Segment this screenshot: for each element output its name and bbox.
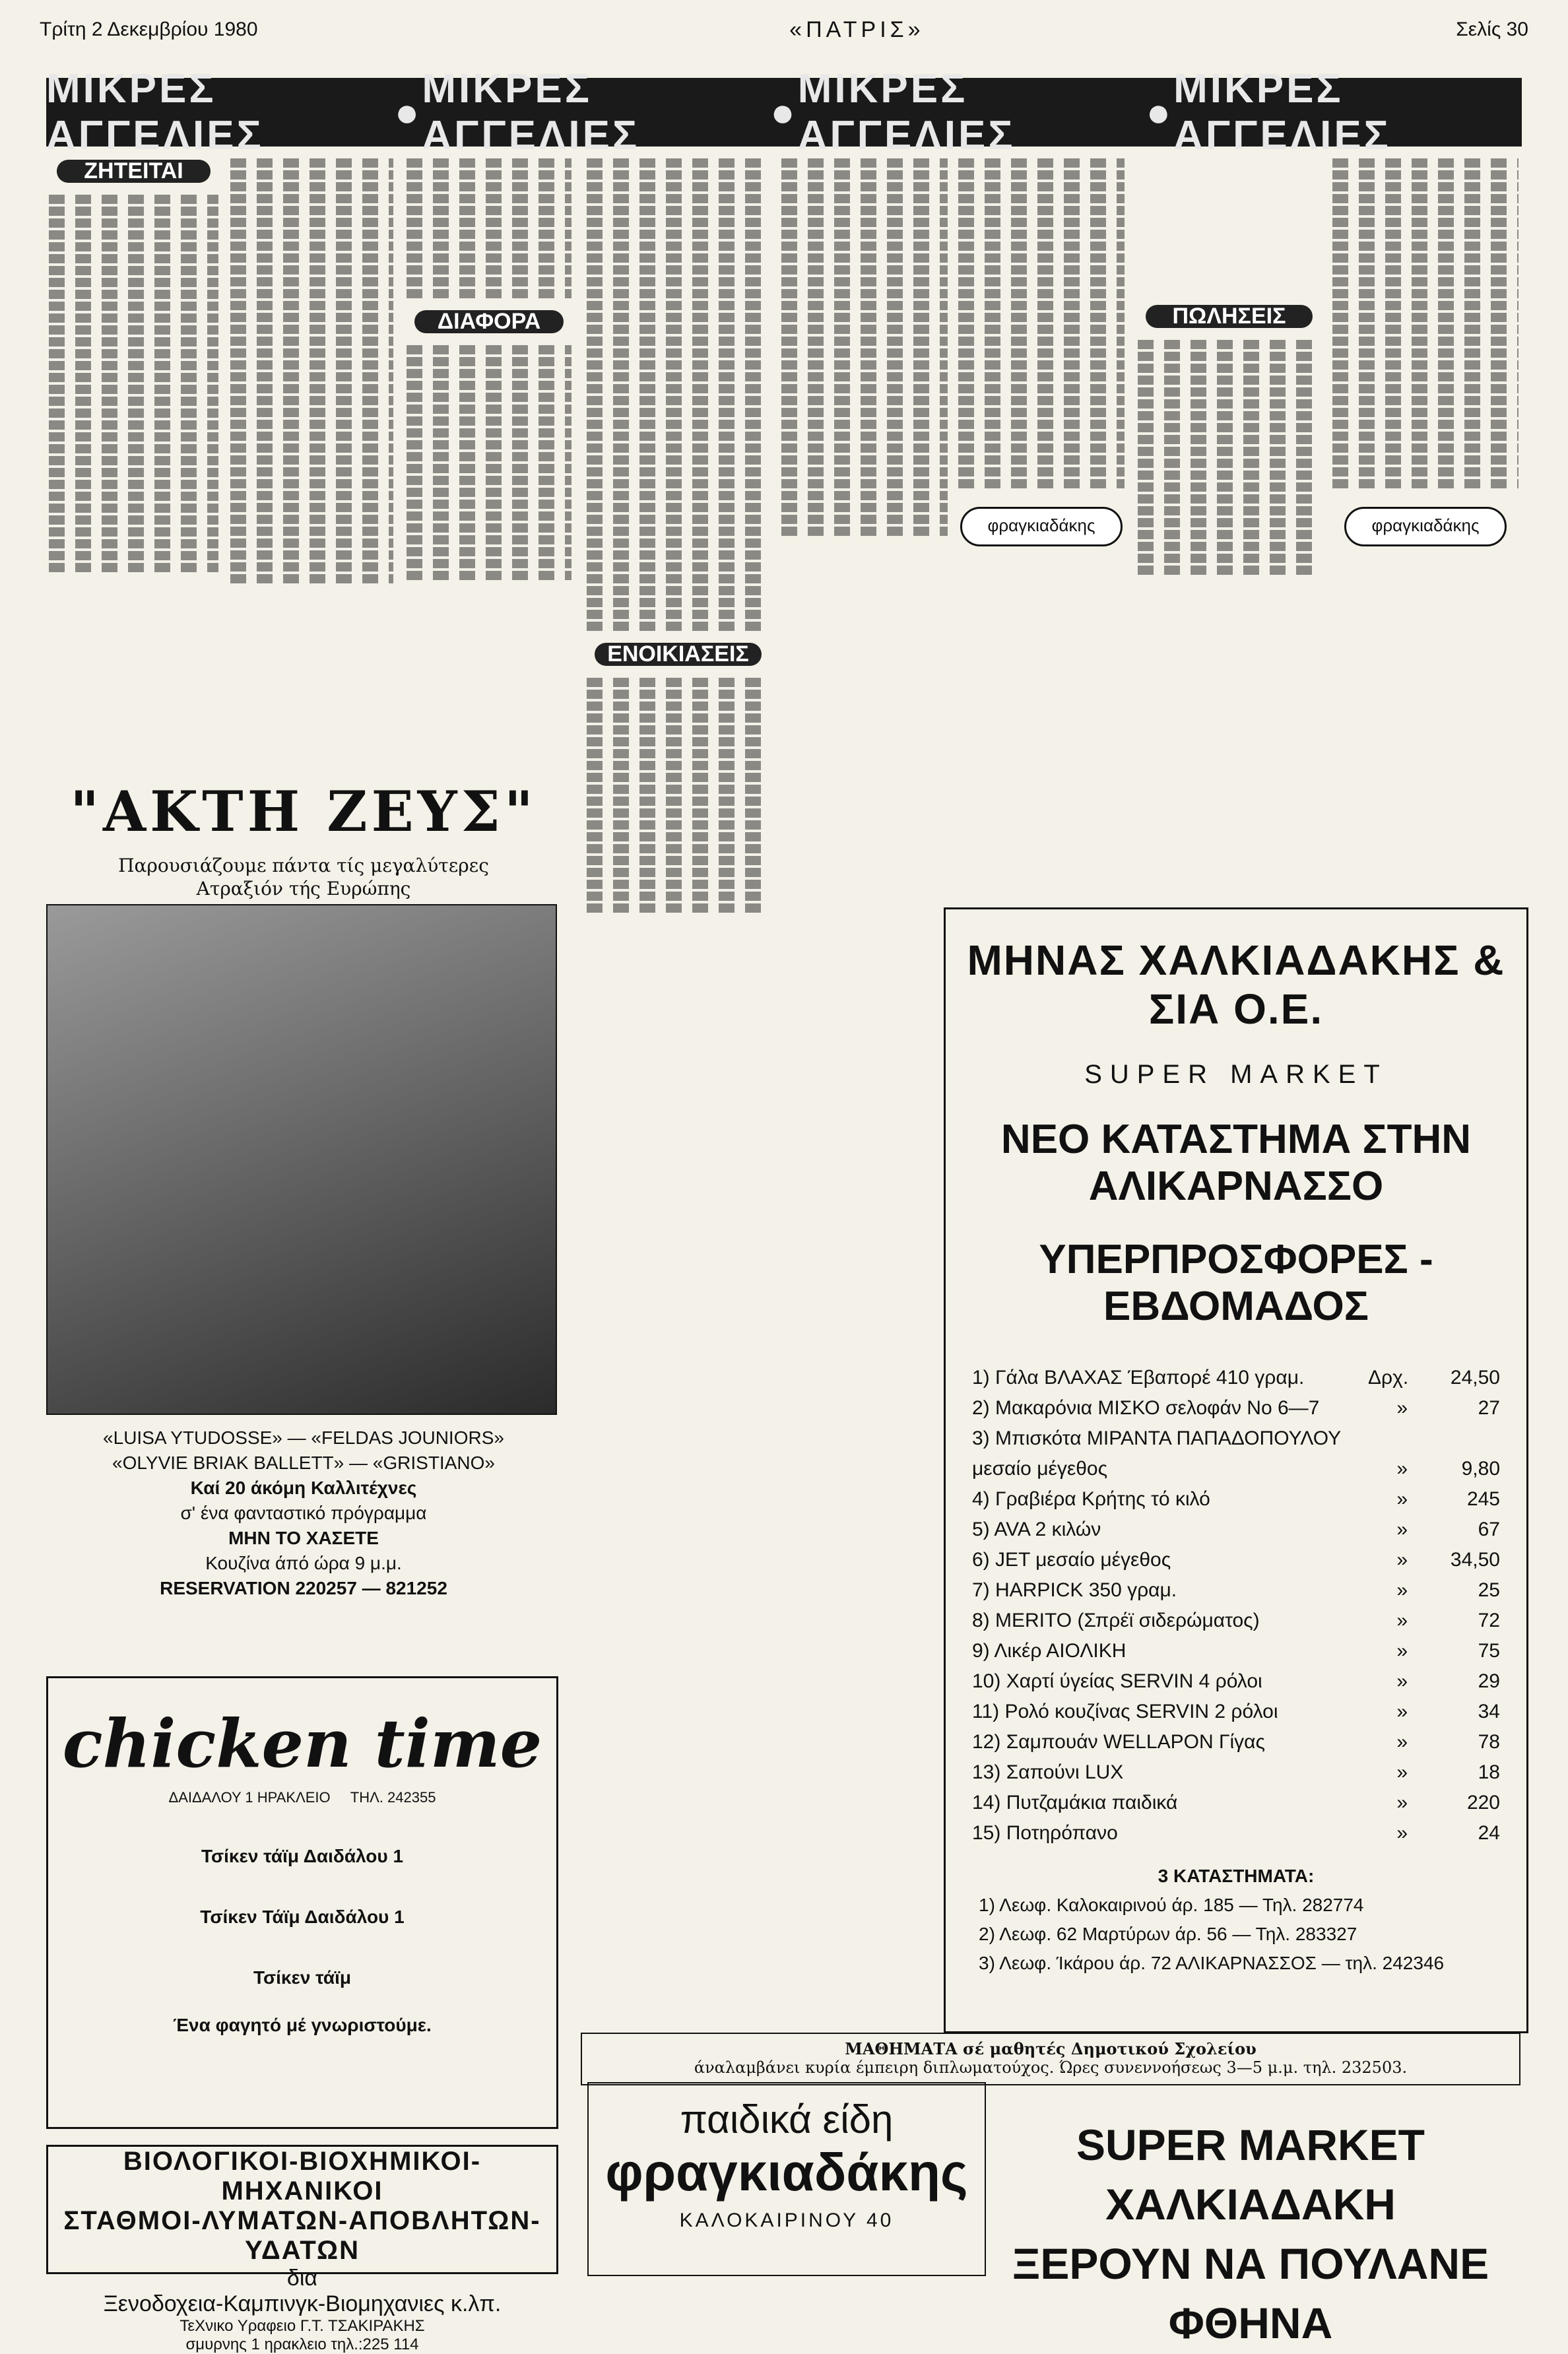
classified-filler	[779, 153, 950, 541]
product-unit: »	[1396, 1488, 1408, 1510]
chicken-tag: Ένα φαγητό μέ γνωριστούμε.	[173, 2015, 432, 2035]
sm-products	[946, 1363, 1526, 1848]
classified-filler	[1330, 153, 1521, 494]
bio-line: ΣΤΑΘΜΟΙ-ΛΥΜΑΤΩΝ-ΑΠΟΒΛΗΤΩΝ-ΥΔΑΤΩΝ	[63, 2206, 541, 2265]
product-unit: »	[1396, 1610, 1408, 1631]
dancer-photo	[46, 904, 557, 1415]
product-name: 2) Μακαρόνια ΜΙΣΚΟ σελοφάν Νο 6—7	[972, 1397, 1320, 1419]
akti-title: "ΑΚΤΗ ΖΕΥΣ"	[70, 779, 537, 844]
akti-subtitle: Παρουσιάζουμε πάντα τίς μεγαλύτερες	[118, 855, 489, 876]
fragk-line: παιδικά είδη	[680, 2097, 894, 2141]
classified-filler	[584, 672, 772, 918]
fragk-line: φραγκιαδάκης	[605, 2143, 968, 2202]
product-row	[946, 1363, 1526, 1393]
column-6	[956, 153, 1127, 892]
product-price: 34,50	[1450, 1549, 1500, 1571]
bio-line: ΤεΧνικο Υραφειο Γ.Τ. ΤΣΑΚΙΡΑΚΗΣ	[180, 2317, 425, 2335]
product-price: 9,80	[1461, 1458, 1500, 1480]
banner-item: ΜΙΚΡΕΣ ΑΓΓΕΛΙΕΣ	[797, 66, 1016, 158]
banner-item: ΜΙΚΡΕΣ ΑΓΓΕΛΙΕΣ	[46, 66, 264, 158]
sm-sub: SUPER MARKET	[1084, 1060, 1388, 1089]
sm-slogan-line: SUPER MARKET ΧΑΛΚΙΑΔΑΚΗ	[1076, 2120, 1425, 2229]
section-enoikiaseis: ΕΝΟΙΚΙΑΣΕΙΣ	[595, 643, 762, 666]
product-price: 220	[1466, 1792, 1500, 1814]
akti-info	[53, 1425, 554, 1601]
product-row	[946, 1484, 1526, 1515]
product-row	[946, 1515, 1526, 1545]
column-8	[1330, 153, 1521, 892]
classifieds-banner	[46, 66, 1522, 158]
section-diafora: ΔΙΑΦΟΡΑ	[414, 310, 564, 333]
product-row	[946, 1545, 1526, 1575]
sm-shop: 3) Λεωφ. Ίκάρου άρ. 72 ΑΛΙΚΑΡΝΑΣΣΟΣ — τηλ. 242346	[979, 1953, 1445, 1973]
bio-ad	[46, 2145, 558, 2353]
product-unit	[1368, 1427, 1408, 1450]
bullet-icon: ●	[1146, 89, 1174, 135]
product-price: 34	[1478, 1701, 1500, 1722]
product-name: 10) Χαρτί ύγείας SERVIN 4 ρόλοι	[972, 1670, 1262, 1692]
bullet-icon: ●	[770, 89, 798, 135]
classified-filler	[404, 340, 574, 585]
column-5	[779, 153, 950, 2021]
sm-shop: 2) Λεωφ. 62 Μαρτύρων άρ. 56 — Τηλ. 283327	[979, 1924, 1357, 1944]
page-header	[40, 13, 1528, 46]
section-poliseis: ΠΩΛΗΣΕΙΣ	[1146, 305, 1313, 328]
product-unit: »	[1396, 1822, 1408, 1844]
product-price: 27	[1478, 1397, 1500, 1419]
chicken-tag: Τσίκεν τάϊμ	[253, 1967, 352, 1988]
bullet-icon: ●	[394, 89, 422, 135]
header-page: Σελίς 30	[1456, 18, 1528, 40]
product-row	[946, 1393, 1526, 1423]
chicken-tag: Τσίκεν Τάϊμ Δαιδάλου 1	[200, 1907, 405, 1927]
classified-filler	[584, 153, 772, 636]
column-4	[584, 153, 772, 1447]
product-price: 24,50	[1450, 1367, 1500, 1389]
product-name: 1) Γάλα ΒΛΑΧΑΣ Έβαπορέ 410 γραμ.	[972, 1367, 1305, 1389]
product-unit: »	[1396, 1519, 1408, 1540]
akti-subtitle: Ατραξιόν τής Ευρώπης	[196, 878, 411, 899]
product-unit: »	[1396, 1640, 1408, 1662]
product-price: 78	[1478, 1731, 1500, 1753]
brand-badge: φραγκιαδάκης	[960, 507, 1123, 546]
chicken-tag: Τσίκεν τάϊμ Δαιδάλου 1	[201, 1846, 404, 1866]
product-price: 72	[1478, 1610, 1500, 1631]
fragk-ad	[587, 2082, 986, 2276]
classified-filler	[956, 153, 1127, 494]
sm-title: ΜΗΝΑΣ ΧΑΛΚΙΑΔΑΚΗΣ & ΣΙΑ Ο.Ε.	[967, 936, 1505, 1033]
bio-line: Ξενοδοχεια-Καμπινγκ-Βιομηχανιες κ.λπ.	[103, 2291, 502, 2316]
akti-line: ΜΗΝ ΤΟ ΧΑΣΕΤΕ	[228, 1528, 379, 1548]
product-row	[946, 1818, 1526, 1848]
product-row	[946, 1788, 1526, 1818]
chicken-time-ad	[46, 1676, 558, 2129]
product-name: μεσαίο μέγεθος	[972, 1458, 1108, 1480]
product-unit: »	[1396, 1761, 1408, 1783]
product-row	[946, 1606, 1526, 1636]
product-price	[1408, 1427, 1500, 1450]
akti-line: Καί 20 άκόμη Καλλιτέχνες	[190, 1478, 417, 1498]
product-row	[946, 1757, 1526, 1788]
banner-item: ΜΙΚΡΕΣ ΑΓΓΕΛΙΕΣ	[422, 66, 640, 158]
product-unit: »	[1396, 1670, 1408, 1692]
column-7	[1135, 153, 1323, 892]
product-row	[946, 1575, 1526, 1606]
product-name: 5) AVA 2 κιλών	[972, 1519, 1101, 1540]
chicken-address	[48, 1789, 556, 1806]
product-name: 6) JET μεσαίο μέγεθος	[972, 1549, 1171, 1571]
product-name: 8) MERITO (Σπρέϊ σιδερώματος)	[972, 1610, 1260, 1631]
banner-item: ΜΙΚΡΕΣ ΑΓΓΕΛΙΕΣ	[1173, 66, 1391, 158]
product-unit: »	[1396, 1549, 1408, 1571]
math-line: ΜΑΘΗΜΑΤΑ σέ μαθητές Δημοτικού Σχολείου	[845, 2039, 1257, 2058]
section-zitite: ΖΗΤΕΙΤΑΙ	[57, 160, 211, 183]
product-unit: »	[1396, 1397, 1408, 1419]
header-title: «ΠΑΤΡΙΣ»	[789, 16, 925, 42]
product-name: 14) Πυτζαμάκια παιδικά	[972, 1792, 1178, 1814]
chicken-phone: ΤΗΛ. 242355	[350, 1789, 436, 1806]
product-unit: »	[1396, 1579, 1408, 1601]
sm-big: ΥΠΕΡΠΡΟΣΦΟΡΕΣ - ΕΒΔΟΜΑΔΟΣ	[1039, 1237, 1433, 1329]
product-price: 18	[1478, 1761, 1500, 1783]
sm-shops-title: 3 ΚΑΤΑΣΤΗΜΑΤΑ:	[1158, 1866, 1315, 1886]
classified-filler	[1135, 335, 1323, 580]
sm-slogan	[977, 2115, 1524, 2353]
product-row	[946, 1727, 1526, 1757]
product-name: 13) Σαπούνι LUX	[972, 1761, 1124, 1783]
akti-line: σ' ένα φανταστικό πρόγραμμα	[180, 1503, 427, 1523]
akti-line: «OLYVIE BRIAK BALLETT» — «GRISTIANO»	[112, 1453, 495, 1473]
product-name: 7) HARPICK 350 γραμ.	[972, 1579, 1177, 1601]
product-row	[946, 1423, 1526, 1454]
akti-line: «LUISA YTUDOSSE» — «FELDAS JOUNIORS»	[103, 1427, 504, 1448]
product-unit: »	[1396, 1792, 1408, 1814]
bio-line: δια	[286, 2266, 318, 2291]
product-unit: »	[1396, 1458, 1408, 1480]
product-name: 4) Γραβιέρα Κρήτης τό κιλό	[972, 1488, 1210, 1510]
product-name: 12) Σαμπουάν WELLAPON Γίγας	[972, 1731, 1265, 1753]
product-price: 29	[1478, 1670, 1500, 1692]
product-unit: »	[1396, 1731, 1408, 1753]
product-row	[946, 1697, 1526, 1727]
supermarket-ad	[944, 907, 1528, 2033]
chicken-logo: chicken time	[62, 1705, 542, 1782]
product-row	[946, 1636, 1526, 1666]
product-unit: Δρχ.	[1368, 1367, 1409, 1389]
product-price: 24	[1478, 1822, 1500, 1844]
sm-shop: 1) Λεωφ. Καλοκαιρινού άρ. 185 — Τηλ. 282774	[979, 1895, 1364, 1915]
column-2	[228, 153, 396, 747]
math-ad	[581, 2033, 1520, 2085]
product-row	[946, 1454, 1526, 1484]
product-name: 9) Λικέρ ΑΙΟΛΙΚΗ	[972, 1640, 1127, 1662]
product-unit: »	[1396, 1701, 1408, 1722]
math-line: άναλαμβάνει κυρία έμπειρη διπλωματούχος. Ώρες συνεννοήσεως 3—5 μ.μ. τηλ. 232503.	[694, 2058, 1408, 2077]
akti-line: Κουζίνα άπό ώρα 9 μ.μ.	[205, 1553, 402, 1573]
product-price: 75	[1478, 1640, 1500, 1662]
product-row	[946, 1666, 1526, 1697]
product-price: 245	[1466, 1488, 1500, 1510]
product-name: 11) Ρολό κουζίνας SERVIN 2 ρόλοι	[972, 1701, 1278, 1722]
product-name: 3) Μπισκότα ΜΙΡΑΝΤΑ ΠΑΠΑΔΟΠΟΥΛΟΥ	[972, 1427, 1342, 1449]
sm-big: ΝΕΟ ΚΑΤΑΣΤΗΜΑ ΣΤΗΝ ΑΛΙΚΑΡΝΑΣΣΟ	[1000, 1117, 1472, 1209]
chicken-address: ΔΑΙΔΑΛΟΥ 1 ΗΡΑΚΛΕΙΟ	[168, 1789, 331, 1806]
product-price: 25	[1478, 1579, 1500, 1601]
akti-line: RESERVATION 220257 — 821252	[160, 1578, 447, 1598]
column-1	[46, 153, 221, 747]
header-date: Τρίτη 2 Δεκεμβρίου 1980	[40, 18, 258, 40]
classified-filler	[404, 153, 574, 304]
column-3	[404, 153, 574, 747]
classified-filler	[46, 189, 221, 577]
bio-line: ΒΙΟΛΟΓΙΚΟΙ-ΒΙΟΧΗΜΙΚΟΙ-ΜΗΧΑΝΙΚΟΙ	[123, 2147, 482, 2206]
product-price: 67	[1478, 1519, 1500, 1540]
fragk-line: ΚΑΛΟΚΑΙΡΙΝΟΥ 40	[679, 2209, 894, 2231]
brand-badge: φραγκιαδάκης	[1344, 507, 1507, 546]
classified-filler	[228, 153, 396, 589]
product-name: 15) Ποτηρόπανο	[972, 1822, 1118, 1844]
sm-slogan-line: ΞΕΡΟΥΝ ΝΑ ΠΟΥΛΑΝΕ ΦΘΗΝΑ	[1012, 2239, 1489, 2347]
bio-line: σμυρνης 1 ηρακλειο τηλ.:225 114	[185, 2336, 419, 2353]
